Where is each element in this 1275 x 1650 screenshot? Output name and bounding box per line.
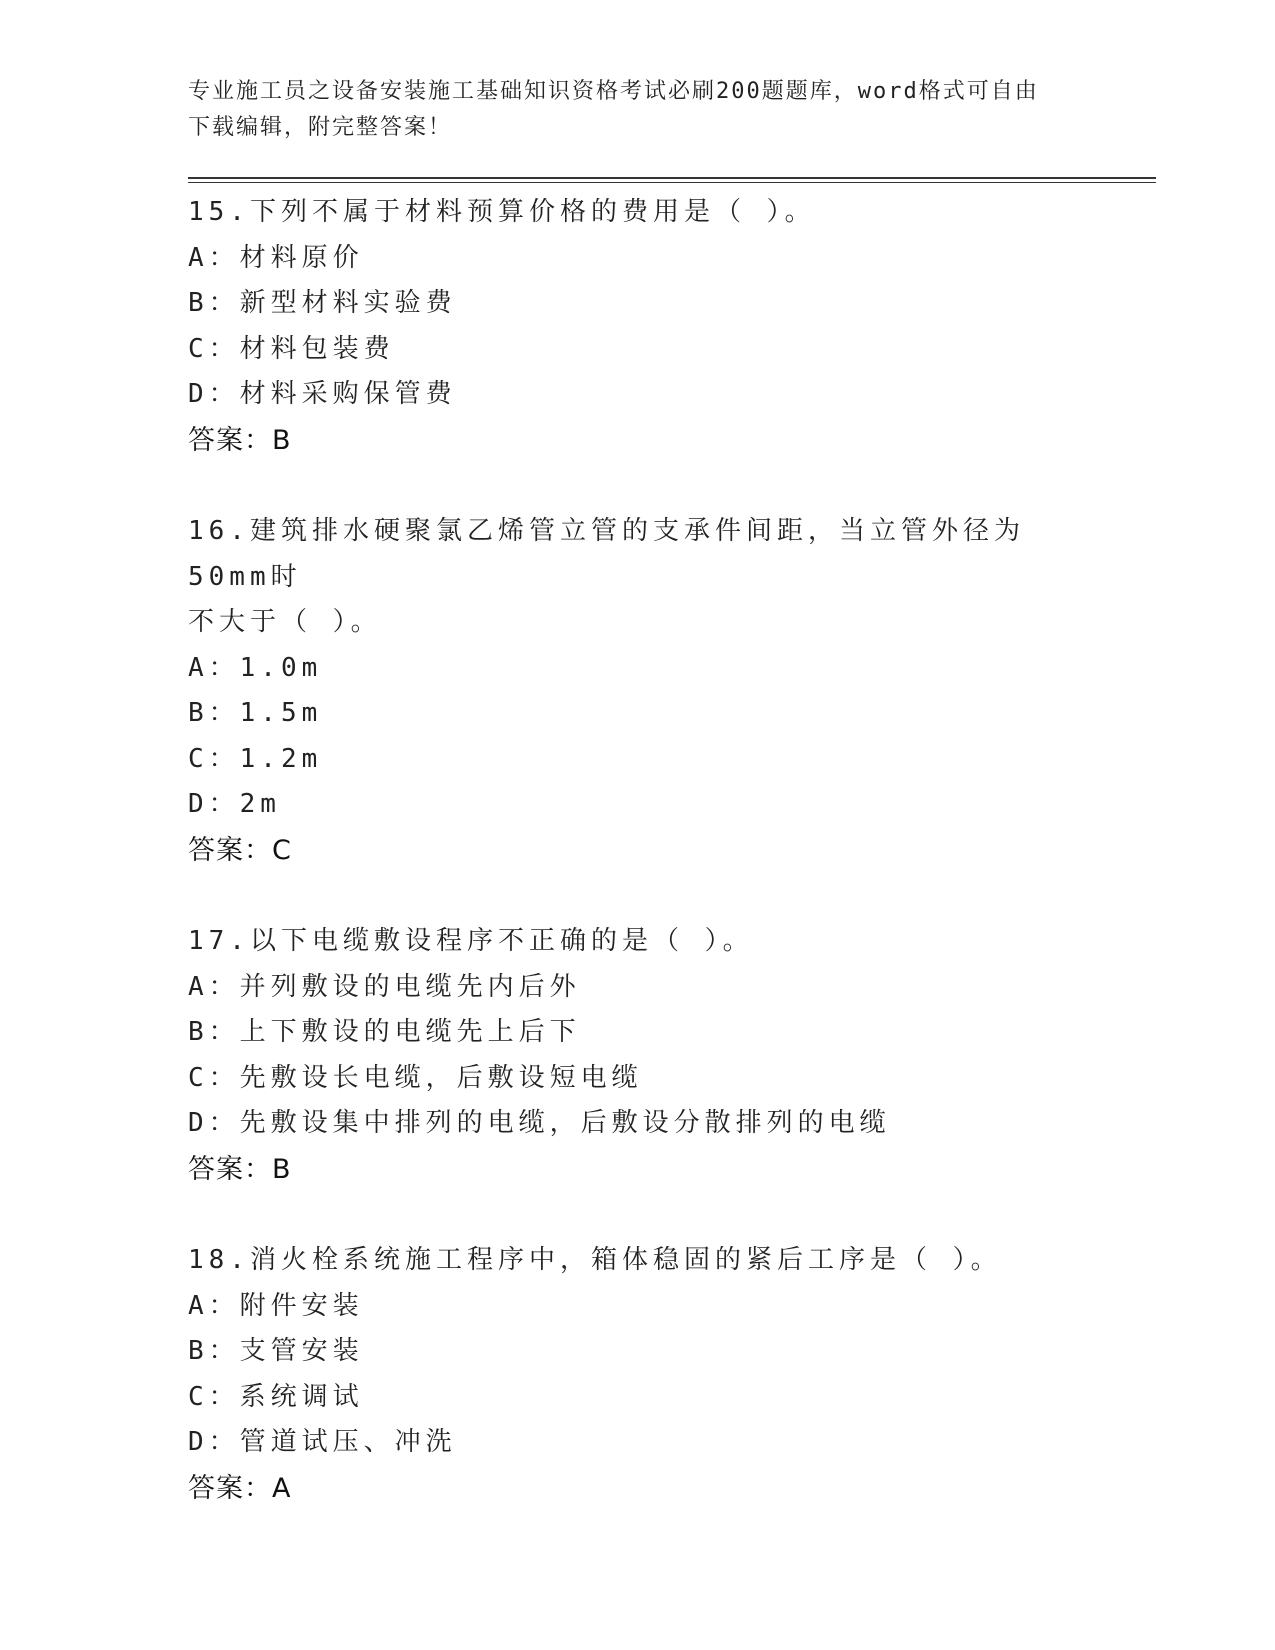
- question-stem: 16.建筑排水硬聚氯乙烯管立管的支承件间距，当立管外径为50mm时: [188, 516, 1025, 592]
- option-a: A：1.0m: [188, 652, 323, 683]
- option-a: A：材料原价: [188, 242, 364, 273]
- answer: 答案：B: [188, 424, 292, 456]
- answer: 答案：C: [188, 834, 292, 866]
- question-stem-continued: 不大于（ ）。: [188, 607, 382, 637]
- question-15: [188, 190, 1088, 463]
- header-line-2: 下载编辑，附完整答案！: [188, 115, 453, 140]
- option-b: B：1.5m: [188, 698, 323, 728]
- question-stem: 18.消火栓系统施工程序中，箱体稳固的紧后工序是（ ）。: [188, 1245, 1002, 1275]
- question-16: [188, 509, 1088, 873]
- option-c: C：1.2m: [188, 743, 323, 774]
- option-b: B：上下敷设的电缆先上后下: [188, 1017, 581, 1047]
- option-b: B：支管安装: [188, 1336, 364, 1366]
- question-list: [188, 190, 1088, 1511]
- header-line-1: 专业施工员之设备安装施工基础知识资格考试必刷200题题库，word格式可自由: [188, 79, 1039, 104]
- question-17: [188, 919, 1088, 1192]
- document-header: [188, 74, 1088, 146]
- header-divider-thin: [188, 182, 1156, 183]
- option-d: D：管道试压、冲洗: [188, 1427, 457, 1457]
- option-d: D：材料采购保管费: [188, 379, 457, 409]
- option-c: C：系统调试: [188, 1381, 364, 1412]
- option-a: A：附件安装: [188, 1290, 364, 1321]
- answer: 答案：B: [188, 1153, 292, 1185]
- option-d: D：2m: [188, 789, 281, 819]
- header-divider-thick: [188, 177, 1156, 179]
- question-stem: 17.以下电缆敷设程序不正确的是（ ）。: [188, 926, 754, 956]
- option-a: A：并列敷设的电缆先内后外: [188, 971, 581, 1002]
- question-stem: 15.下列不属于材料预算价格的费用是（ ）。: [188, 197, 816, 227]
- answer: 答案：A: [188, 1472, 292, 1504]
- question-18: [188, 1238, 1088, 1511]
- option-c: C：先敷设长电缆，后敷设短电缆: [188, 1062, 643, 1093]
- option-c: C：材料包装费: [188, 333, 395, 364]
- option-b: B：新型材料实验费: [188, 288, 457, 318]
- option-d: D：先敷设集中排列的电缆，后敷设分散排列的电缆: [188, 1108, 891, 1138]
